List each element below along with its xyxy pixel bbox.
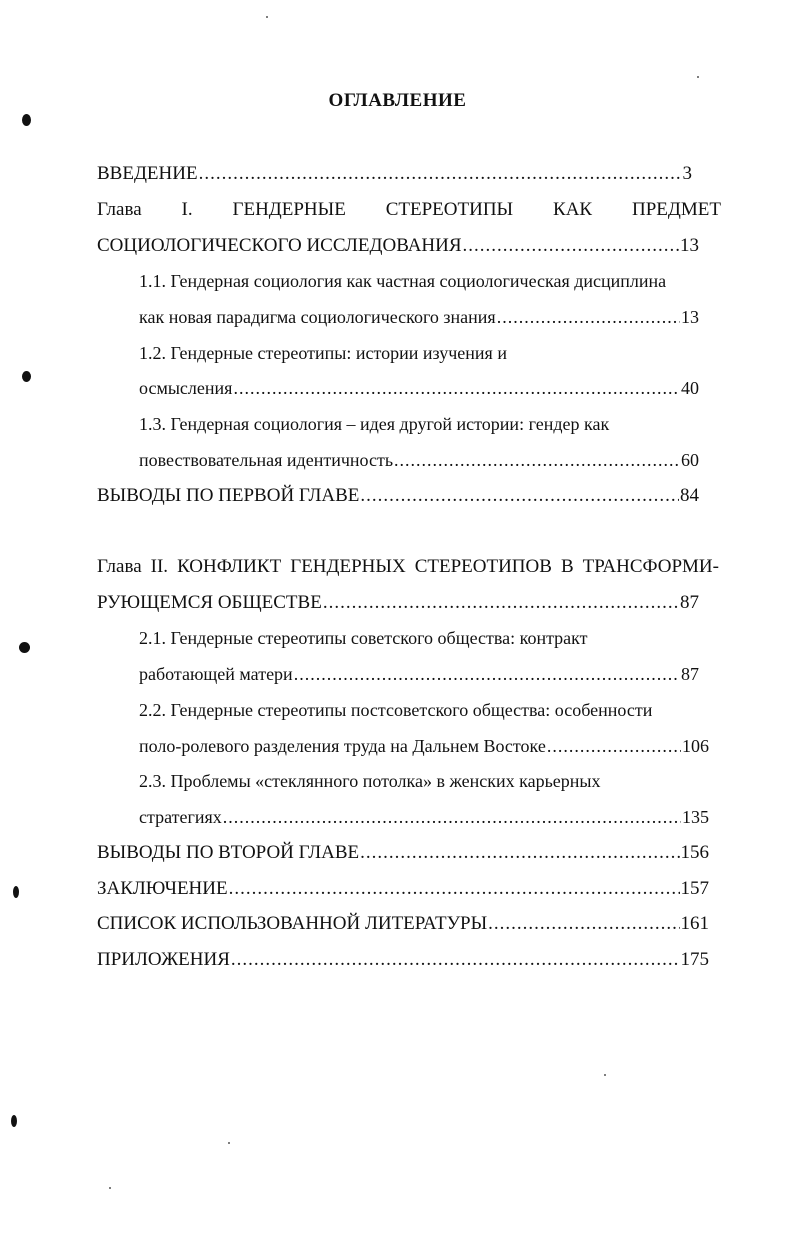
scan-speck (109, 1187, 111, 1189)
toc-leader (394, 447, 680, 473)
toc-word: В (560, 556, 574, 577)
toc-label: осмысления (139, 378, 233, 398)
toc-leader (547, 733, 681, 759)
toc-section-1-3-line1[interactable]: 1.3. Гендерная социология – идея другой истории: гендер как (139, 414, 610, 434)
toc-label: СОЦИОЛОГИЧЕСКОГО ИССЛЕДОВАНИЯ (97, 235, 462, 256)
toc-label: РУЮЩЕМСЯ ОБЩЕСТВЕ (97, 592, 322, 613)
toc-chapter-1-heading[interactable] (97, 197, 721, 223)
toc-entry-intro[interactable] (97, 161, 692, 187)
scan-mark (19, 642, 30, 653)
toc-word: СТЕРЕОТИПОВ (414, 556, 552, 577)
toc-leader (463, 233, 679, 259)
toc-word: Глава (97, 556, 142, 577)
toc-entry-appendix[interactable] (97, 947, 709, 973)
toc-leader (294, 661, 680, 687)
toc-entry-section-2-1[interactable] (139, 661, 699, 687)
toc-chapter-2-heading[interactable] (97, 554, 719, 580)
toc-word: ПРЕДМЕТ (631, 199, 721, 220)
toc-section-1-2-line1[interactable]: 1.2. Гендерные стереотипы: истории изучения и (139, 343, 507, 363)
scan-speck (228, 1142, 230, 1144)
toc-page-number: 13 (681, 307, 699, 327)
toc-entry-conclusions-2[interactable] (97, 840, 709, 866)
toc-entry-conclusions-1[interactable] (97, 483, 699, 509)
scan-speck (697, 76, 699, 78)
toc-leader (223, 804, 681, 830)
toc-entry-chapter-1[interactable] (97, 233, 699, 259)
toc-word: СТЕРЕОТИПЫ (385, 199, 514, 220)
toc-page-number: 87 (681, 664, 699, 684)
toc-section-2-2-line1[interactable]: 2.2. Гендерные стереотипы постсоветского общества: особенности (139, 700, 653, 720)
toc-label: ВЫВОДЫ ПО ВТОРОЙ ГЛАВЕ (97, 842, 360, 863)
toc-entry-section-1-3[interactable] (139, 447, 699, 473)
scan-mark (11, 1115, 17, 1127)
scan-mark (22, 371, 31, 382)
toc-entry-section-2-3[interactable] (139, 804, 709, 830)
toc-leader (360, 840, 679, 866)
toc-page-number: 3 (682, 163, 692, 184)
toc-leader (497, 304, 680, 330)
toc-label: ВЫВОДЫ ПО ПЕРВОЙ ГЛАВЕ (97, 485, 360, 506)
toc-section-2-1-line1[interactable]: 2.1. Гендерные стереотипы советского общества: контракт (139, 628, 588, 648)
toc-entry-section-2-2[interactable] (139, 733, 709, 759)
toc-page-number: 87 (680, 592, 699, 613)
toc-label: повествовательная идентичность (139, 450, 394, 470)
toc-entry-chapter-2[interactable] (97, 590, 699, 616)
toc-entry-conclusion[interactable] (97, 876, 709, 902)
toc-page-number: 106 (682, 736, 709, 756)
page-title: ОГЛАВЛЕНИЕ (328, 90, 467, 111)
toc-page-number: 60 (681, 450, 699, 470)
toc-section-2-3-line1[interactable]: 2.3. Проблемы «стеклянного потолка» в женских карьерных (139, 771, 601, 791)
toc-word: Глава (97, 199, 142, 220)
toc-leader (323, 590, 679, 616)
toc-leader (229, 876, 680, 902)
toc-label: ПРИЛОЖЕНИЯ (97, 949, 230, 970)
toc-entry-section-1-2[interactable] (139, 375, 699, 401)
toc-word: ТРАНСФОРМИ- (582, 556, 719, 577)
toc-section-1-1-line1[interactable]: 1.1. Гендерная социология как частная социологическая дисциплина (139, 271, 667, 291)
scan-speck (604, 1074, 606, 1076)
toc-leader (199, 161, 682, 187)
toc-page-number: 135 (682, 807, 709, 827)
scan-mark (13, 886, 19, 898)
scan-speck (266, 16, 268, 18)
toc-word: ГЕНДЕРНЫХ (290, 556, 406, 577)
toc-label: как новая парадигма социологического знания (139, 307, 496, 327)
toc-leader (231, 947, 680, 973)
toc-leader (488, 911, 679, 937)
toc-label: ВВЕДЕНИЕ (97, 163, 198, 184)
toc-label: СПИСОК ИСПОЛЬЗОВАННОЙ ЛИТЕРАТУРЫ (97, 913, 488, 934)
toc-entry-section-1-1[interactable] (139, 304, 699, 330)
toc-label: поло-ролевого разделения труда на Дальнем Востоке (139, 736, 546, 756)
toc-leader (360, 483, 679, 509)
toc-label: ЗАКЛЮЧЕНИЕ (97, 878, 228, 899)
toc-word: II. (150, 556, 169, 577)
toc-leader (233, 375, 680, 401)
toc-label: работающей матери (139, 664, 293, 684)
toc-page-number: 157 (680, 878, 709, 899)
toc-page-number: 156 (680, 842, 709, 863)
toc-word: КОНФЛИКТ (177, 556, 282, 577)
toc-word: ГЕНДЕРНЫЕ (232, 199, 346, 220)
toc-entry-references[interactable] (97, 911, 709, 937)
toc-page-number: 13 (680, 235, 699, 256)
toc-word: КАК (553, 199, 593, 220)
toc-word: I. (181, 199, 193, 220)
toc-page-number: 40 (681, 378, 699, 398)
scan-mark (22, 114, 31, 126)
toc-label: стратегиях (139, 807, 222, 827)
toc-page-number: 175 (680, 949, 709, 970)
toc-page-number: 161 (680, 913, 709, 934)
toc-page-number: 84 (680, 485, 699, 506)
